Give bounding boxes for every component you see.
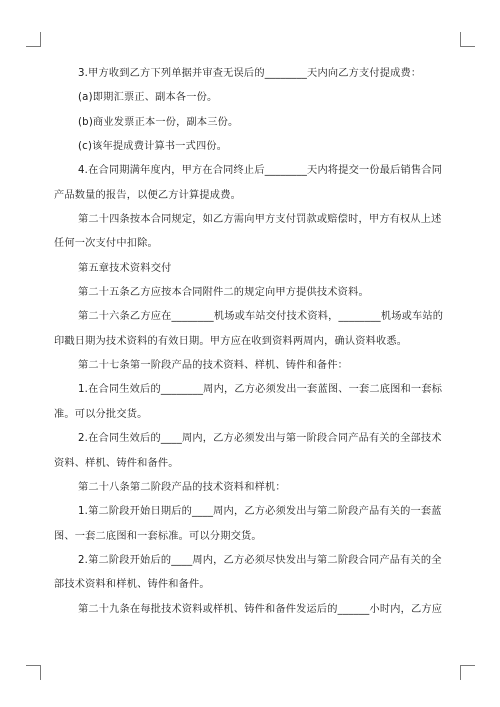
item-c-line: (c)该年提成费计算书一式四份。 [78,141,228,153]
article-26-line-1: 第二十六条乙方应在________机场或车站交付技术资料，________机场或车站的 [78,311,444,323]
crop-mark-top-left [26,32,41,47]
clause-4-line-1: 4.在合同期满年度内，甲方在合同终止后________天内将提交一份最后销售合同 [78,165,443,177]
article-28-item-2-line-1: 2.第二阶段开始后的____周内，乙方必须尽快发出与第二阶段合同产品有关的全 [78,554,442,566]
article-28-item-1-line-2: 图、一套二底图和一套标准。可以分期交货。 [54,530,262,542]
article-27-item-1-line-2: 准。可以分批交货。 [54,408,148,420]
article-27-item-2-line-2: 资料、样机、铸件和备件。 [54,457,179,469]
article-27-heading: 第二十七条第一阶段产品的技术资料、样机、铸件和备件： [78,360,349,372]
article-24-line-1: 第二十四条按本合同规定，如乙方需向甲方支付罚款或赔偿时，甲方有权从上述 [78,214,442,226]
article-28-item-2-line-2: 部技术资料和样机、铸件和备件。 [54,579,210,591]
item-a-line: (a)即期汇票正、副本各一份。 [78,92,218,104]
article-28-item-1-line-1: 1.第二阶段开始日期后的____周内，乙方必须发出与第二阶段产品有关的一套蓝 [78,506,442,518]
article-28-heading: 第二十八条第二阶段产品的技术资料和样机： [78,481,286,493]
article-27-item-2-line-1: 2.在合同生效后的____周内，乙方必须发出与第一阶段合同产品有关的全部技术 [78,433,442,445]
crop-mark-bottom-right [460,665,475,680]
item-b-line: (b)商业发票正本一份，副本三份。 [78,116,239,128]
article-24-line-2: 任何一次支付中扣除。 [54,238,158,250]
clause-4-line-2: 产品数量的报告，以便乙方计算提成费。 [54,189,241,201]
crop-mark-top-right [460,32,475,47]
article-25-line: 第二十五条乙方应按本合同附件二的规定向甲方提供技术资料。 [78,287,369,299]
document-body [54,62,444,622]
article-26-line-2: 印戳日期为技术资料的有效日期。甲方应在收到资料两周内，确认资料收悉。 [54,335,408,347]
article-27-item-1-line-1: 1.在合同生效后的________周内，乙方必须发出一套蓝图、一套二底图和一套标 [78,384,443,396]
chapter-5-heading: 第五章技术资料交付 [78,262,172,274]
clause-3-line: 3.甲方收到乙方下列单据并审查无误后的________天内向乙方支付提成费： [78,68,422,79]
article-29-line-1: 第二十九条在每批技术资料或样机、铸件和备件发运后的______小时内，乙方应 [78,603,443,615]
crop-mark-bottom-left [26,665,41,680]
